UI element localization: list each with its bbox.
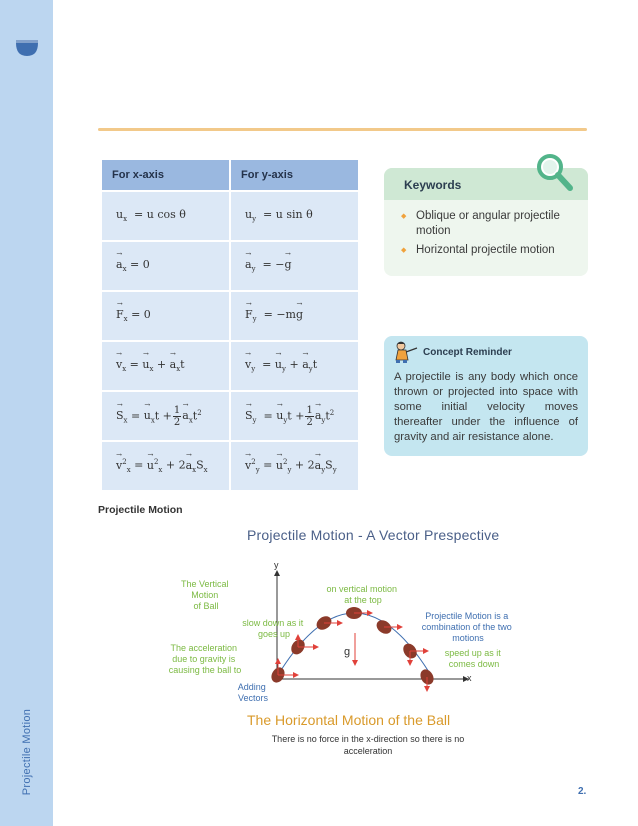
vertical-motion-label: The Vertical Motion of Ball xyxy=(180,579,229,611)
horizontal-motion-note: There is no force in the x-direction so there is no acceleration xyxy=(271,734,465,756)
header-rule xyxy=(98,128,587,131)
header-x-axis: For x-axis xyxy=(102,160,229,190)
brand-logo-icon xyxy=(15,38,39,58)
table-row xyxy=(102,342,358,390)
student-pointing-icon xyxy=(392,340,420,364)
ball xyxy=(400,641,428,665)
table-row xyxy=(102,442,358,490)
table-row xyxy=(102,292,358,340)
table-header-row xyxy=(102,160,358,190)
page-number: 2. xyxy=(578,786,587,797)
formula-fy: → $F_y = -m\to g$ xyxy=(231,292,358,340)
x-axis-label: x xyxy=(467,673,472,683)
formula-vy: → $v_y$ = → $u_y$ + → $a_yt$ xyxy=(231,342,358,390)
header-y-axis: For y-axis xyxy=(231,160,358,190)
ball xyxy=(346,607,372,619)
figure-title: Projectile Motion - A Vector Prespective xyxy=(247,527,500,543)
combination-label: Projectile Motion is a combination of the two motions xyxy=(421,611,512,643)
table-row xyxy=(102,192,358,240)
formula-sy: → $S_y$ = → $u_yt$ + $\frac{1}{2}$ → $a_yt^2$ xyxy=(231,392,358,440)
projectile-diagram xyxy=(150,555,512,705)
formula-sx: → $S_x$ = → $u_xt$ + $\frac{1}{2}$ → $a_xt^2$ xyxy=(102,392,229,440)
adding-vectors-label: Adding Vectors xyxy=(237,682,269,703)
table-row xyxy=(102,392,358,440)
section-title: Projectile Motion xyxy=(98,504,183,516)
horizontal-motion-title: The Horizontal Motion of the Ball xyxy=(247,712,451,728)
concept-reminder-title: Concept Reminder xyxy=(423,347,512,358)
gravity-label: g xyxy=(344,646,351,658)
formula-fx: → $F_x = 0$ xyxy=(102,292,229,340)
sidebar-label: Projectile Motion xyxy=(21,708,33,796)
keyword-item: ◆ Oblique or angular projectile motion xyxy=(399,209,576,239)
top-label: on vertical motion at the top xyxy=(326,584,398,605)
formula-ax: → $a_x = 0$ xyxy=(102,242,229,290)
magnifier-icon xyxy=(535,152,575,194)
formula-vx2: → $v^2_x$ = → $u^2_x + 2\to a_xS_x$ xyxy=(102,442,229,490)
slow-down-label: slow down as it goes up xyxy=(242,618,304,639)
ball xyxy=(269,659,298,685)
acceleration-label: The acceleration due to gravity is causing the ball to xyxy=(168,643,242,675)
formula-ux: $u_x = u$ cos θ xyxy=(102,192,229,240)
formula-vx: → $v_x$ = → $u_x$ + → $a_xt$ xyxy=(102,342,229,390)
formula-ay: → $a_y$ = −→ g xyxy=(231,242,358,290)
formula-uy: $u_y = u$ sin θ xyxy=(231,192,358,240)
keywords-list xyxy=(384,200,588,258)
concept-reminder-text: A projectile is any body which once thrown or projected into space with some initial velocity moves thereafter under the influence of gravity and air resistance alone. xyxy=(394,371,578,443)
formula-vy2: → $v^2_y$ = → $u^2_y + 2\to a_yS_y$ xyxy=(231,442,358,490)
table-row xyxy=(102,242,358,290)
formula-table xyxy=(100,158,360,492)
speed-up-label: speed up as it comes down xyxy=(444,648,501,669)
keywords-title: Keywords xyxy=(384,168,588,200)
y-axis-label: y xyxy=(274,560,279,570)
sidebar xyxy=(0,0,53,826)
keyword-item: ◆ Horizontal projectile motion xyxy=(399,243,576,258)
